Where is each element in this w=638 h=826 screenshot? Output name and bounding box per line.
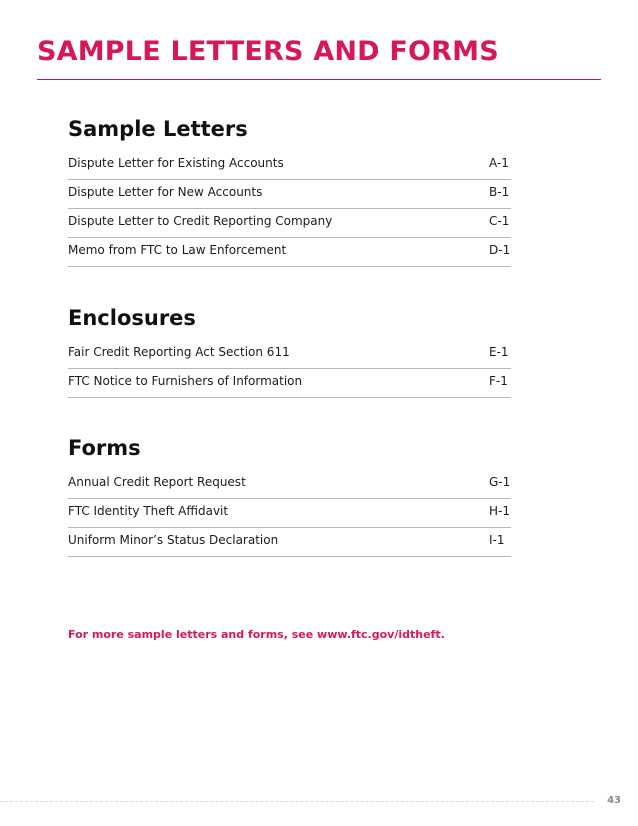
entry-label: Uniform Minor’s Status Declaration [68, 533, 279, 547]
page-number: 43 [607, 795, 621, 806]
list-item [68, 180, 511, 209]
entry-label: Fair Credit Reporting Act Section 611 [68, 345, 290, 359]
section-heading: Sample Letters [68, 117, 248, 141]
footer-divider [0, 801, 594, 802]
entry-code: I-1 [489, 533, 505, 547]
entry-label: FTC Notice to Furnishers of Information [68, 374, 303, 388]
entry-code: B-1 [489, 185, 510, 199]
entry-label: Annual Credit Report Request [68, 475, 246, 489]
section-heading: Enclosures [68, 306, 196, 330]
list-item [68, 528, 511, 557]
entry-code: H-1 [489, 504, 510, 518]
list-item [68, 340, 511, 369]
entry-code: F-1 [489, 374, 508, 388]
entry-code: D-1 [489, 243, 511, 257]
list-item [68, 238, 511, 267]
entry-label: Dispute Letter to Credit Reporting Company [68, 214, 333, 228]
section-sample-letters [68, 117, 511, 267]
section-enclosures [68, 306, 511, 398]
entry-label: Memo from FTC to Law Enforcement [68, 243, 287, 257]
footnote: For more sample letters and forms, see www.ftc.gov/idtheft. [68, 628, 445, 641]
entry-code: G-1 [489, 475, 511, 489]
section-forms [68, 436, 511, 557]
list-item [68, 151, 511, 180]
entry-code: C-1 [489, 214, 510, 228]
section-heading: Forms [68, 436, 141, 460]
list-item [68, 499, 511, 528]
page-title: SAMPLE LETTERS AND FORMS [37, 36, 499, 67]
entry-label: FTC Identity Theft Affidavit [68, 504, 229, 518]
entry-code: E-1 [489, 345, 509, 359]
entry-code: A-1 [489, 156, 509, 170]
list-item [68, 470, 511, 499]
entry-label: Dispute Letter for New Accounts [68, 185, 263, 199]
entry-label: Dispute Letter for Existing Accounts [68, 156, 284, 170]
title-divider [37, 79, 601, 80]
list-item [68, 369, 511, 398]
list-item [68, 209, 511, 238]
